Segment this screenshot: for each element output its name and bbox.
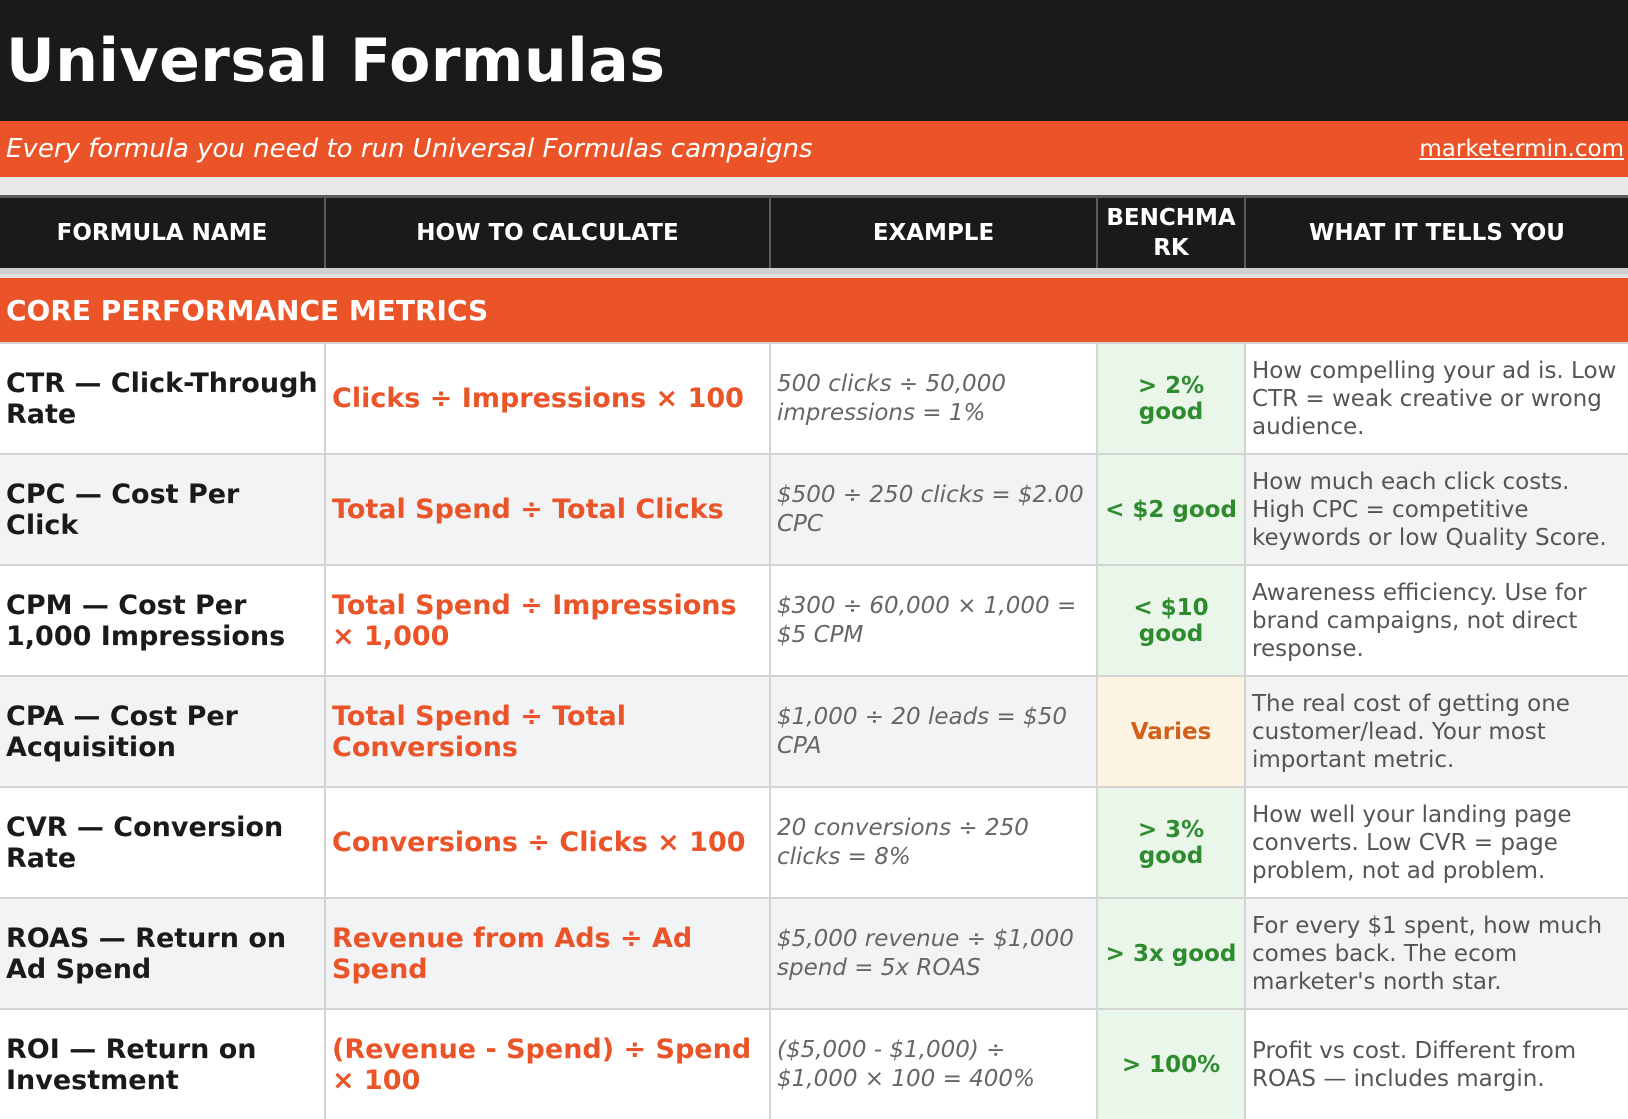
formula-calculation: Conversions ÷ Clicks × 100 bbox=[325, 787, 770, 898]
formula-name: CTR — Click-Through Rate bbox=[0, 343, 325, 454]
benchmark-badge: < $10 good bbox=[1097, 565, 1245, 676]
column-header-example: EXAMPLE bbox=[770, 197, 1097, 272]
formula-example: $1,000 ÷ 20 leads = $50 CPA bbox=[770, 676, 1097, 787]
formula-example: 20 conversions ÷ 250 clicks = 8% bbox=[770, 787, 1097, 898]
benchmark-badge: > 3% good bbox=[1097, 787, 1245, 898]
formula-name: ROI — Return on Investment bbox=[0, 1009, 325, 1119]
subtitle-bar bbox=[0, 121, 1628, 177]
benchmark-badge: < $2 good bbox=[1097, 454, 1245, 565]
formula-table bbox=[0, 195, 1628, 1119]
formula-insight: How compelling your ad is. Low CTR = weak creative or wrong audience. bbox=[1245, 343, 1628, 454]
formula-insight: The real cost of getting one customer/lead. Your most important metric. bbox=[1245, 676, 1628, 787]
table-row bbox=[0, 1009, 1628, 1119]
table-row bbox=[0, 787, 1628, 898]
benchmark-badge: > 3x good bbox=[1097, 898, 1245, 1009]
benchmark-badge: > 100% bbox=[1097, 1009, 1245, 1119]
formula-name: CPM — Cost Per 1,000 Impressions bbox=[0, 565, 325, 676]
formula-calculation: Total Spend ÷ Total Clicks bbox=[325, 454, 770, 565]
column-header-formula-name: FORMULA NAME bbox=[0, 197, 325, 272]
title-bar bbox=[0, 0, 1628, 121]
benchmark-badge: Varies bbox=[1097, 676, 1245, 787]
header-gap bbox=[0, 271, 1628, 278]
formula-calculation: (Revenue - Spend) ÷ Spend × 100 bbox=[325, 1009, 770, 1119]
formula-example: $500 ÷ 250 clicks = $2.00 CPC bbox=[770, 454, 1097, 565]
formula-example: $5,000 revenue ÷ $1,000 spend = 5x ROAS bbox=[770, 898, 1097, 1009]
formula-calculation: Clicks ÷ Impressions × 100 bbox=[325, 343, 770, 454]
formula-example: $300 ÷ 60,000 × 1,000 = $5 CPM bbox=[770, 565, 1097, 676]
formula-insight: For every $1 spent, how much comes back. The ecom marketer's north star. bbox=[1245, 898, 1628, 1009]
formula-insight: How much each click costs. High CPC = competitive keywords or low Quality Score. bbox=[1245, 454, 1628, 565]
column-header-how-to-calculate: HOW TO CALCULATE bbox=[325, 197, 770, 272]
site-link[interactable]: marketermin.com bbox=[1419, 136, 1624, 162]
formula-insight: Awareness efficiency. Use for brand campaigns, not direct response. bbox=[1245, 565, 1628, 676]
formula-example: ($5,000 - $1,000) ÷ $1,000 × 100 = 400% bbox=[770, 1009, 1097, 1119]
formula-calculation: Revenue from Ads ÷ Ad Spend bbox=[325, 898, 770, 1009]
spacer bbox=[0, 177, 1628, 195]
table-row bbox=[0, 676, 1628, 787]
section-row bbox=[0, 278, 1628, 343]
table-row bbox=[0, 343, 1628, 454]
formula-name: ROAS — Return on Ad Spend bbox=[0, 898, 325, 1009]
benchmark-badge: > 2% good bbox=[1097, 343, 1245, 454]
formula-insight: How well your landing page converts. Low CVR = page problem, not ad problem. bbox=[1245, 787, 1628, 898]
section-title: CORE PERFORMANCE METRICS bbox=[0, 278, 1628, 343]
header-row bbox=[0, 197, 1628, 272]
formula-name: CVR — Conversion Rate bbox=[0, 787, 325, 898]
formula-insight: Profit vs cost. Different from ROAS — includes margin. bbox=[1245, 1009, 1628, 1119]
table-row bbox=[0, 898, 1628, 1009]
formula-calculation: Total Spend ÷ Impressions × 1,000 bbox=[325, 565, 770, 676]
formula-name: CPC — Cost Per Click bbox=[0, 454, 325, 565]
table-row bbox=[0, 565, 1628, 676]
formula-name: CPA — Cost Per Acquisition bbox=[0, 676, 325, 787]
formula-example: 500 clicks ÷ 50,000 impressions = 1% bbox=[770, 343, 1097, 454]
tagline: Every formula you need to run Universal Formulas campaigns bbox=[6, 134, 813, 164]
page-title: Universal Formulas bbox=[6, 25, 666, 96]
column-header-benchmark: BENCHMARK bbox=[1097, 197, 1245, 272]
formula-calculation: Total Spend ÷ Total Conversions bbox=[325, 676, 770, 787]
column-header-what-it-tells-you: WHAT IT TELLS YOU bbox=[1245, 197, 1628, 272]
table-row bbox=[0, 454, 1628, 565]
